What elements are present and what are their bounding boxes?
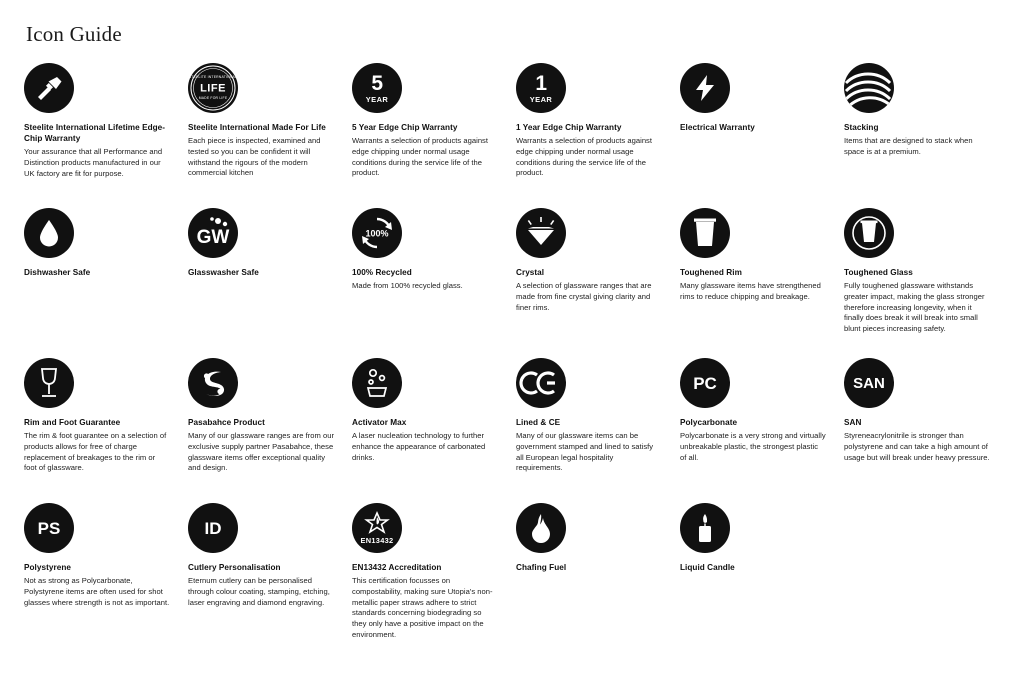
- icon-label: ID: [204, 518, 222, 538]
- item-description: The rim & foot guarantee on a selection of products allows for free of charge replacement of breakages to the rim or foot of glassware.: [24, 431, 167, 473]
- icon-guide-item: [352, 208, 508, 358]
- item-description: Each piece is inspected, examined and tested so you can be confident it will withstand the rigours of the modern commercial kitchen: [188, 136, 321, 178]
- icon-guide-item: [352, 358, 508, 503]
- svg-text:MADE FOR LIFE: MADE FOR LIFE: [198, 96, 228, 100]
- icon-guide-item: [516, 208, 672, 358]
- svg-text:100%: 100%: [365, 228, 389, 239]
- icon-guide-item: [844, 208, 1000, 358]
- item-description: A laser nucleation technology to further enhance the appearance of carbonated drinks.: [352, 431, 486, 462]
- icon-guide-item: [24, 63, 180, 208]
- icon-label: PS: [37, 518, 61, 538]
- svg-text:LIFE: LIFE: [200, 82, 226, 95]
- glasswasher-gw-icon: [188, 208, 238, 258]
- svg-text:STEELITE INTERNATIONAL: STEELITE INTERNATIONAL: [188, 75, 238, 79]
- icon-label: SAN: [853, 374, 885, 392]
- polystyrene-ps-icon: [24, 503, 74, 553]
- toughened-rim-glass-icon: [680, 208, 730, 258]
- icon-unit: YEAR: [529, 94, 553, 104]
- item-title: Steelite International Lifetime Edge-Chip Warranty: [24, 123, 166, 144]
- cutlery-personalisation-id-icon: [188, 503, 238, 553]
- item-description: This certification focusses on compostability, making sure Utopia's non-metallic paper straws adhere to strict standards concerning biodegrading so they only have a positive impact on the environment.: [352, 576, 493, 639]
- toughened-glass-tumbler-icon: [844, 208, 894, 258]
- icon-guide-item: [24, 208, 180, 358]
- item-title: Liquid Candle: [680, 563, 735, 572]
- icon-label: PC: [693, 373, 717, 393]
- diamond-crystal-icon: [516, 208, 566, 258]
- flame-icon: [516, 503, 566, 553]
- item-title: SAN: [844, 418, 862, 427]
- item-title: Cutlery Personalisation: [188, 563, 281, 572]
- icon-guide-item-empty: [844, 503, 1000, 643]
- candle-icon: [680, 503, 730, 553]
- item-title: Toughened Rim: [680, 268, 742, 277]
- recycled-arrows-icon: [352, 208, 402, 258]
- icon-guide-item: [24, 503, 180, 643]
- icon-guide-item: [680, 503, 836, 643]
- item-title: Toughened Glass: [844, 268, 913, 277]
- item-description: Warrants a selection of products against edge chipping under normal usage conditions during the service life of the product.: [352, 136, 489, 178]
- icon-guide-item: [188, 208, 344, 358]
- page-title: Icon Guide: [26, 22, 122, 46]
- 5-year-icon: [352, 63, 402, 113]
- icon-guide-item: [516, 63, 672, 208]
- icon-row: [24, 63, 1000, 208]
- icon-guide-item: [352, 503, 508, 643]
- item-title: Glasswasher Safe: [188, 268, 259, 277]
- ce-mark-icon: [516, 358, 566, 408]
- item-description: Polycarbonate is a very strong and virtually unbreakable plastic, the strongest plastic of all.: [680, 431, 826, 462]
- item-description: Eternum cutlery can be personalised through colour coating, stamping, etching, laser engraving and diamond engraving.: [188, 576, 330, 607]
- item-title: 1 Year Edge Chip Warranty: [516, 123, 622, 132]
- item-title: Polystyrene: [24, 563, 71, 572]
- item-title: Pasabahce Product: [188, 418, 265, 427]
- item-description: Styreneacrylonitrile is stronger than polystyrene and can take a high amount of usage but will break under heavy pressure.: [844, 431, 990, 462]
- item-description: Your assurance that all Performance and Distinction products manufactured in our UK factory are fit for purpose.: [24, 147, 163, 178]
- item-title: Dishwasher Safe: [24, 268, 91, 277]
- icon-guide-item: [188, 358, 344, 503]
- item-title: Activator Max: [352, 418, 407, 427]
- item-description: A selection of glassware ranges that are made from fine crystal giving clarity and finer rims.: [516, 281, 652, 312]
- hammer-chip-icon: [24, 63, 74, 113]
- item-title: Steelite International Made For Life: [188, 123, 326, 132]
- item-title: Chafing Fuel: [516, 563, 567, 572]
- icon-row: [24, 358, 1000, 503]
- polycarbonate-pc-icon: [680, 358, 730, 408]
- icon-guide-item: [680, 63, 836, 208]
- svg-text:GW: GW: [196, 227, 230, 248]
- icon-number: 5: [371, 71, 383, 95]
- item-description: Warrants a selection of products against edge chipping under normal usage conditions during the service life of the product.: [516, 136, 653, 178]
- icon-guide-item: [844, 63, 1000, 208]
- icon-guide-item: [352, 63, 508, 208]
- item-title: Lined & CE: [516, 418, 561, 427]
- item-title: 100% Recycled: [352, 268, 412, 277]
- wine-glass-icon: [24, 358, 74, 408]
- icon-guide-item: [24, 358, 180, 503]
- item-description: Many of our glassware ranges are from our exclusive supply partner Pasabahce, these glassware items offer exceptional quality and design.: [188, 431, 335, 473]
- made-for-life-badge-icon: [188, 63, 238, 113]
- icon-guide-item: [516, 358, 672, 503]
- icon-guide-item: [844, 358, 1000, 503]
- icon-unit: YEAR: [365, 94, 389, 104]
- item-title: 5 Year Edge Chip Warranty: [352, 123, 458, 132]
- icon-row: [24, 503, 1000, 643]
- icon-number: 1: [535, 71, 547, 95]
- svg-text:EN13432: EN13432: [360, 536, 394, 545]
- item-description: Fully toughened glassware withstands greater impact, making the glass stronger therefore increasing longevity, when it finally does break it will break into small blunt pieces increasing safety.: [844, 281, 985, 334]
- item-description: Items that are designed to stack when space is at a premium.: [844, 136, 973, 156]
- item-title: Crystal: [516, 268, 545, 277]
- lightning-bolt-icon: [680, 63, 730, 113]
- item-description: Made from 100% recycled glass.: [352, 281, 463, 291]
- icon-guide-item: [188, 503, 344, 643]
- stacking-plates-icon: [844, 63, 894, 113]
- san-icon: [844, 358, 894, 408]
- en13432-accreditation-icon: [352, 503, 402, 553]
- item-description: Many of our glassware items can be government stamped and lined to satisfy all European legal hospitality requirements.: [516, 431, 654, 473]
- icon-guide-item: [516, 503, 672, 643]
- 1-year-icon: [516, 63, 566, 113]
- water-droplet-icon: [24, 208, 74, 258]
- item-title: EN13432 Accreditation: [352, 563, 442, 572]
- pasabahce-logo-icon: [188, 358, 238, 408]
- icon-guide-item: [680, 208, 836, 358]
- icon-row: [24, 208, 1000, 358]
- item-title: Stacking: [844, 123, 879, 132]
- item-description: Not as strong as Polycarbonate, Polystyrene items are often used for shot glasses where strength is not as important.: [24, 576, 170, 607]
- item-title: Rim and Foot Guarantee: [24, 418, 121, 427]
- item-title: Polycarbonate: [680, 418, 738, 427]
- item-description: Many glassware items have strengthened rims to reduce chipping and breakage.: [680, 281, 821, 301]
- item-title: Electrical Warranty: [680, 123, 755, 132]
- activator-max-bubbles-icon: [352, 358, 402, 408]
- icon-guide-item: [680, 358, 836, 503]
- icon-guide-item: [188, 63, 344, 208]
